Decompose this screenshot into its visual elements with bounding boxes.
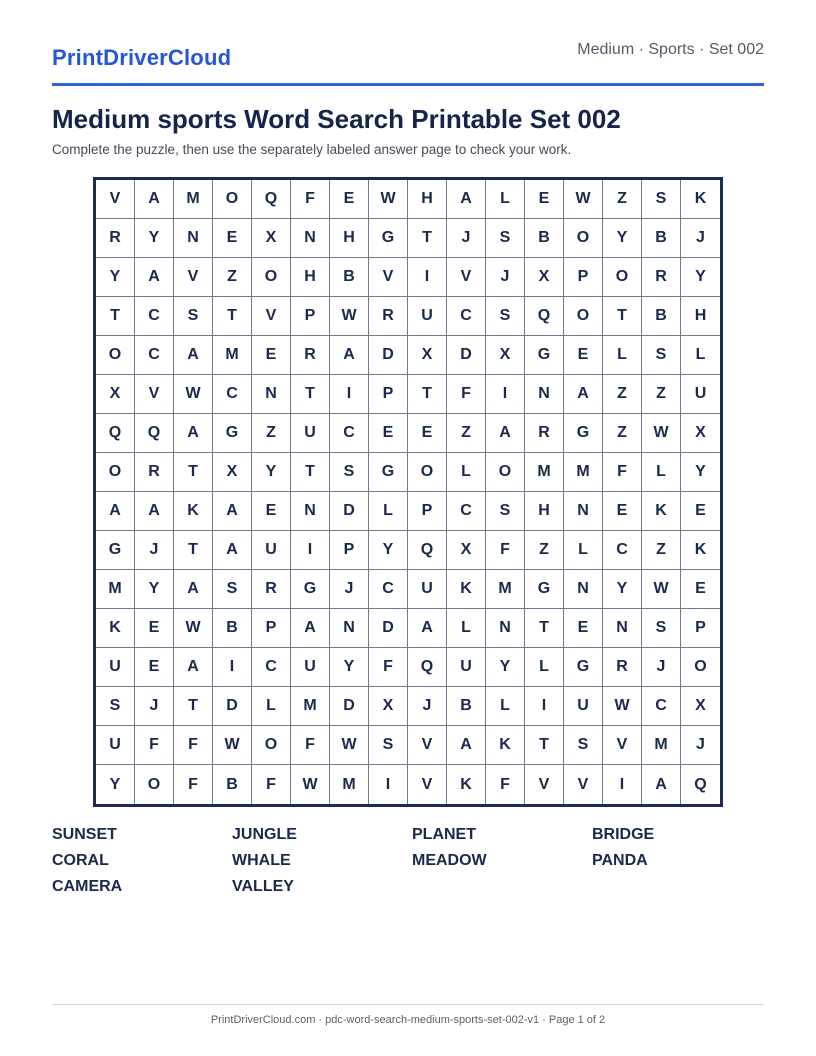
grid-cell: J xyxy=(330,570,369,609)
grid-cell: E xyxy=(252,492,291,531)
grid-cell: P xyxy=(252,609,291,648)
grid-cell: J xyxy=(408,687,447,726)
grid-cell: V xyxy=(603,726,642,765)
grid-cell: B xyxy=(447,687,486,726)
grid-cell: F xyxy=(369,648,408,687)
grid-cell: A xyxy=(564,375,603,414)
grid-cell: P xyxy=(408,492,447,531)
grid-cell: L xyxy=(564,531,603,570)
grid-cell: Y xyxy=(135,570,174,609)
grid-cell: U xyxy=(408,570,447,609)
grid-cell: H xyxy=(681,297,720,336)
grid-cell: X xyxy=(96,375,135,414)
grid-cell: W xyxy=(642,570,681,609)
grid-cell: N xyxy=(486,609,525,648)
grid-cell: Q xyxy=(694,775,707,793)
grid-cell: L xyxy=(681,336,720,375)
grid-cell: S xyxy=(642,180,681,219)
word-list-item: PLANET xyxy=(412,826,476,843)
grid-cell: V xyxy=(135,375,174,414)
grid-cell: T xyxy=(291,375,330,414)
grid-cell: M xyxy=(564,453,603,492)
word-search-grid xyxy=(93,177,723,807)
grid-cell: Y xyxy=(681,258,720,297)
grid-cell: G xyxy=(213,414,252,453)
grid-cell: T xyxy=(603,297,642,336)
grid-cell: V xyxy=(525,765,564,804)
grid-cell: G xyxy=(369,453,408,492)
grid-cell: M xyxy=(213,336,252,375)
grid-cell: M xyxy=(174,180,213,219)
grid-cell: X xyxy=(486,336,525,375)
grid-cell: T xyxy=(174,531,213,570)
grid-cell: W xyxy=(330,297,369,336)
grid-cell: T xyxy=(174,687,213,726)
grid-cell: Z xyxy=(642,531,681,570)
grid-cell: F xyxy=(447,375,486,414)
grid-cell: V xyxy=(174,258,213,297)
grid-cell: Q xyxy=(135,414,174,453)
grid-cell: W xyxy=(291,765,330,804)
grid-cell: N xyxy=(525,375,564,414)
grid-cell: F xyxy=(291,180,330,219)
word-list xyxy=(52,826,772,896)
grid-cell: O xyxy=(96,453,135,492)
grid-cell: N xyxy=(252,375,291,414)
grid-cell: F xyxy=(135,726,174,765)
grid-cell: E xyxy=(252,336,291,375)
grid-cell: J xyxy=(642,648,681,687)
grid-cell: T xyxy=(213,297,252,336)
grid-cell: Q xyxy=(96,414,135,453)
grid-cell: Y xyxy=(369,531,408,570)
grid-cell: A xyxy=(174,648,213,687)
grid-cell: R xyxy=(135,453,174,492)
grid-cell: J xyxy=(135,687,174,726)
grid-cell: N xyxy=(291,492,330,531)
grid-cell: Z xyxy=(603,375,642,414)
grid-cell: W xyxy=(369,180,408,219)
grid-cell: A xyxy=(174,414,213,453)
grid-cell: J xyxy=(681,219,720,258)
grid-cell: N xyxy=(291,219,330,258)
grid-cell: H xyxy=(291,258,330,297)
grid-cell: I xyxy=(408,258,447,297)
grid-cell: F xyxy=(174,726,213,765)
grid-cell: J xyxy=(447,219,486,258)
grid-cell: M xyxy=(486,570,525,609)
grid-cell: R xyxy=(369,297,408,336)
grid-cell: S xyxy=(642,336,681,375)
grid-cell: Q xyxy=(252,180,291,219)
grid-cell: N xyxy=(174,219,213,258)
word-list-item: MEADOW xyxy=(412,852,487,869)
grid-cell: E xyxy=(135,609,174,648)
grid-cell: O xyxy=(135,765,174,804)
grid-cell: S xyxy=(96,687,135,726)
grid-cell: Y xyxy=(603,219,642,258)
grid-cell: F xyxy=(252,765,291,804)
grid-cell: Q xyxy=(408,531,447,570)
grid-cell: A xyxy=(213,531,252,570)
grid-cell: K xyxy=(681,531,720,570)
grid-cell: Y xyxy=(252,453,291,492)
grid-cell: P xyxy=(564,258,603,297)
word-list-item: JUNGLE xyxy=(232,826,297,843)
grid-cell: R xyxy=(96,219,135,258)
grid-cell: G xyxy=(291,570,330,609)
grid-cell: Y xyxy=(681,453,720,492)
grid-cell: C xyxy=(330,414,369,453)
grid-cell: L xyxy=(447,453,486,492)
grid-cell: A xyxy=(447,180,486,219)
grid-cell: M xyxy=(96,570,135,609)
grid-cell: O xyxy=(486,453,525,492)
footer-divider xyxy=(52,1004,764,1005)
grid-cell: X xyxy=(252,219,291,258)
grid-cell: B xyxy=(642,219,681,258)
grid-cell: L xyxy=(447,609,486,648)
grid-cell: E xyxy=(681,492,720,531)
grid-cell: B xyxy=(330,258,369,297)
grid-cell: F xyxy=(291,726,330,765)
grid-cell: G xyxy=(564,414,603,453)
grid-cell: Q xyxy=(408,648,447,687)
grid-cell: L xyxy=(486,687,525,726)
grid-cell: D xyxy=(330,492,369,531)
grid-cell: X xyxy=(408,336,447,375)
grid-cell: K xyxy=(174,492,213,531)
grid-cell: E xyxy=(330,180,369,219)
grid-cell: S xyxy=(213,570,252,609)
word-list-item: WHALE xyxy=(232,852,291,869)
grid-cell: U xyxy=(291,648,330,687)
grid-cell: O xyxy=(681,648,720,687)
grid-cell: Z xyxy=(525,531,564,570)
word-list-item: CAMERA xyxy=(52,878,123,895)
grid-cell: A xyxy=(330,336,369,375)
grid-cell: T xyxy=(408,219,447,258)
grid-cell: Z xyxy=(603,414,642,453)
grid-cell: W xyxy=(213,726,252,765)
grid-cell: A xyxy=(174,570,213,609)
grid-cell: O xyxy=(213,180,252,219)
grid-cell: B xyxy=(213,609,252,648)
grid-cell: L xyxy=(369,492,408,531)
grid-cell: U xyxy=(681,375,720,414)
page-title: Medium sports Word Search Printable Set 002 xyxy=(52,104,621,134)
grid-cell: W xyxy=(564,180,603,219)
grid-cell: I xyxy=(213,648,252,687)
grid-cell: S xyxy=(564,726,603,765)
grid-cell: W xyxy=(603,687,642,726)
grid-cell: X xyxy=(369,687,408,726)
grid-cell: K xyxy=(447,765,486,804)
grid-cell: S xyxy=(642,609,681,648)
grid-cell: E xyxy=(603,492,642,531)
grid-cell: S xyxy=(174,297,213,336)
grid-cell: I xyxy=(486,375,525,414)
grid-cell: X xyxy=(681,687,720,726)
grid-cell: O xyxy=(252,726,291,765)
grid-cell: N xyxy=(564,570,603,609)
grid-cell: O xyxy=(96,336,135,375)
grid-cell: E xyxy=(135,648,174,687)
grid-cell: K xyxy=(96,609,135,648)
grid-cell: S xyxy=(486,492,525,531)
grid-cell: W xyxy=(330,726,369,765)
grid-cell: H xyxy=(408,180,447,219)
grid-cell: O xyxy=(408,453,447,492)
grid-cell: X xyxy=(213,453,252,492)
grid-cell: R xyxy=(252,570,291,609)
grid-cell: A xyxy=(135,180,174,219)
grid-cell: Z xyxy=(252,414,291,453)
grid-cell: U xyxy=(564,687,603,726)
grid-cell: U xyxy=(96,726,135,765)
grid-cell: V xyxy=(252,297,291,336)
page-header xyxy=(52,38,764,86)
grid-cell: F xyxy=(603,453,642,492)
grid-cell: J xyxy=(681,726,720,765)
grid-cell: Z xyxy=(642,375,681,414)
grid-cell: S xyxy=(486,297,525,336)
grid-cell: C xyxy=(447,492,486,531)
grid-cell: S xyxy=(330,453,369,492)
word-list-item: SUNSET xyxy=(52,826,117,843)
grid-cell: R xyxy=(642,258,681,297)
grid-cell: R xyxy=(291,336,330,375)
grid-cell: I xyxy=(291,531,330,570)
grid-cell: M xyxy=(330,765,369,804)
grid-cell: C xyxy=(447,297,486,336)
grid-cell: G xyxy=(369,219,408,258)
grid-cell: I xyxy=(330,375,369,414)
grid-cell: U xyxy=(96,648,135,687)
grid-cell: R xyxy=(525,414,564,453)
grid-cell: A xyxy=(213,492,252,531)
grid-cell: P xyxy=(369,375,408,414)
grid-cell: L xyxy=(486,180,525,219)
grid-cell: V xyxy=(408,726,447,765)
grid-cell: Y xyxy=(486,648,525,687)
grid-cell: C xyxy=(642,687,681,726)
grid-cell: L xyxy=(642,453,681,492)
grid-cell: N xyxy=(330,609,369,648)
grid-cell: P xyxy=(681,609,720,648)
grid-cell: A xyxy=(486,414,525,453)
grid-cell: W xyxy=(174,609,213,648)
grid-cell: D xyxy=(213,687,252,726)
letter-grid xyxy=(96,180,720,804)
grid-cell: Z xyxy=(213,258,252,297)
grid-cell: I xyxy=(525,687,564,726)
grid-cell: V xyxy=(447,258,486,297)
grid-cell: M xyxy=(642,726,681,765)
grid-cell: S xyxy=(369,726,408,765)
grid-cell: A xyxy=(291,609,330,648)
grid-cell: T xyxy=(525,726,564,765)
grid-cell: O xyxy=(564,219,603,258)
grid-cell: T xyxy=(408,375,447,414)
grid-cell: P xyxy=(291,297,330,336)
grid-cell: D xyxy=(330,687,369,726)
grid-cell: L xyxy=(603,336,642,375)
grid-cell: A xyxy=(135,258,174,297)
grid-cell: G xyxy=(525,336,564,375)
grid-cell: J xyxy=(486,258,525,297)
grid-cell: A xyxy=(96,492,135,531)
grid-cell: T xyxy=(174,453,213,492)
grid-cell: C xyxy=(369,570,408,609)
grid-cell: C xyxy=(603,531,642,570)
grid-cell: H xyxy=(330,219,369,258)
grid-cell: U xyxy=(408,297,447,336)
grid-cell: Y xyxy=(96,765,135,804)
grid-cell: D xyxy=(447,336,486,375)
grid-cell: J xyxy=(135,531,174,570)
grid-cell: I xyxy=(603,765,642,804)
grid-cell: B xyxy=(642,297,681,336)
grid-cell: P xyxy=(330,531,369,570)
grid-cell: A xyxy=(447,726,486,765)
grid-cell: E xyxy=(564,336,603,375)
grid-cell: K xyxy=(486,726,525,765)
grid-cell: K xyxy=(642,492,681,531)
grid-cell: B xyxy=(525,219,564,258)
grid-cell: Y xyxy=(603,570,642,609)
grid-cell: C xyxy=(135,297,174,336)
grid-cell: C xyxy=(213,375,252,414)
grid-cell: H xyxy=(525,492,564,531)
grid-cell: I xyxy=(369,765,408,804)
grid-cell: A xyxy=(135,492,174,531)
grid-cell: S xyxy=(486,219,525,258)
grid-cell: W xyxy=(174,375,213,414)
grid-cell: B xyxy=(213,765,252,804)
grid-cell: Y xyxy=(330,648,369,687)
page-subtitle: Complete the puzzle, then use the separately labeled answer page to check your work. xyxy=(52,142,572,157)
grid-cell: D xyxy=(369,336,408,375)
grid-cell: U xyxy=(252,531,291,570)
grid-cell: U xyxy=(291,414,330,453)
word-list-item: CORAL xyxy=(52,852,109,869)
grid-cell: L xyxy=(525,648,564,687)
brand-logo[interactable]: PrintDriverCloud xyxy=(52,45,232,70)
grid-cell: O xyxy=(603,258,642,297)
grid-cell: A xyxy=(174,336,213,375)
grid-cell: A xyxy=(408,609,447,648)
grid-cell: L xyxy=(252,687,291,726)
grid-cell: T xyxy=(291,453,330,492)
grid-cell: D xyxy=(369,609,408,648)
grid-cell: A xyxy=(642,765,681,804)
grid-cell: W xyxy=(642,414,681,453)
grid-cell: T xyxy=(96,297,135,336)
page-footer: PrintDriverCloud.com · pdc-word-search-medium-sports-set-002-v1 · Page 1 of 2 xyxy=(210,1014,606,1026)
grid-cell: R xyxy=(603,648,642,687)
breadcrumb: Medium · Sports · Set 002 xyxy=(577,41,764,58)
grid-cell: F xyxy=(486,531,525,570)
grid-cell: X xyxy=(447,531,486,570)
grid-cell: Z xyxy=(603,180,642,219)
grid-cell: E xyxy=(681,570,720,609)
grid-cell: M xyxy=(291,687,330,726)
grid-cell: U xyxy=(447,648,486,687)
grid-cell: V xyxy=(564,765,603,804)
grid-cell: C xyxy=(135,336,174,375)
grid-cell: E xyxy=(213,219,252,258)
grid-cell: O xyxy=(564,297,603,336)
grid-cell: F xyxy=(486,765,525,804)
grid-cell: X xyxy=(525,258,564,297)
word-list-item: BRIDGE xyxy=(592,826,655,843)
grid-cell: M xyxy=(525,453,564,492)
grid-cell: X xyxy=(681,414,720,453)
grid-cell: V xyxy=(96,180,135,219)
grid-cell: K xyxy=(681,180,720,219)
grid-cell: T xyxy=(525,609,564,648)
grid-cell: N xyxy=(564,492,603,531)
grid-cell: G xyxy=(525,570,564,609)
grid-cell: E xyxy=(408,414,447,453)
grid-cell: V xyxy=(369,258,408,297)
word-list-item: PANDA xyxy=(592,852,648,869)
grid-cell: G xyxy=(564,648,603,687)
grid-cell: N xyxy=(603,609,642,648)
grid-cell: Y xyxy=(96,258,135,297)
grid-cell: E xyxy=(369,414,408,453)
grid-cell: Y xyxy=(135,219,174,258)
grid-cell: Z xyxy=(447,414,486,453)
grid-cell: E xyxy=(525,180,564,219)
grid-cell: F xyxy=(174,765,213,804)
grid-cell: G xyxy=(96,531,135,570)
grid-cell: V xyxy=(408,765,447,804)
grid-cell: K xyxy=(447,570,486,609)
grid-cell: O xyxy=(252,258,291,297)
grid-cell: E xyxy=(564,609,603,648)
grid-cell: C xyxy=(252,648,291,687)
word-list-item: VALLEY xyxy=(232,878,294,895)
grid-cell: Q xyxy=(525,297,564,336)
